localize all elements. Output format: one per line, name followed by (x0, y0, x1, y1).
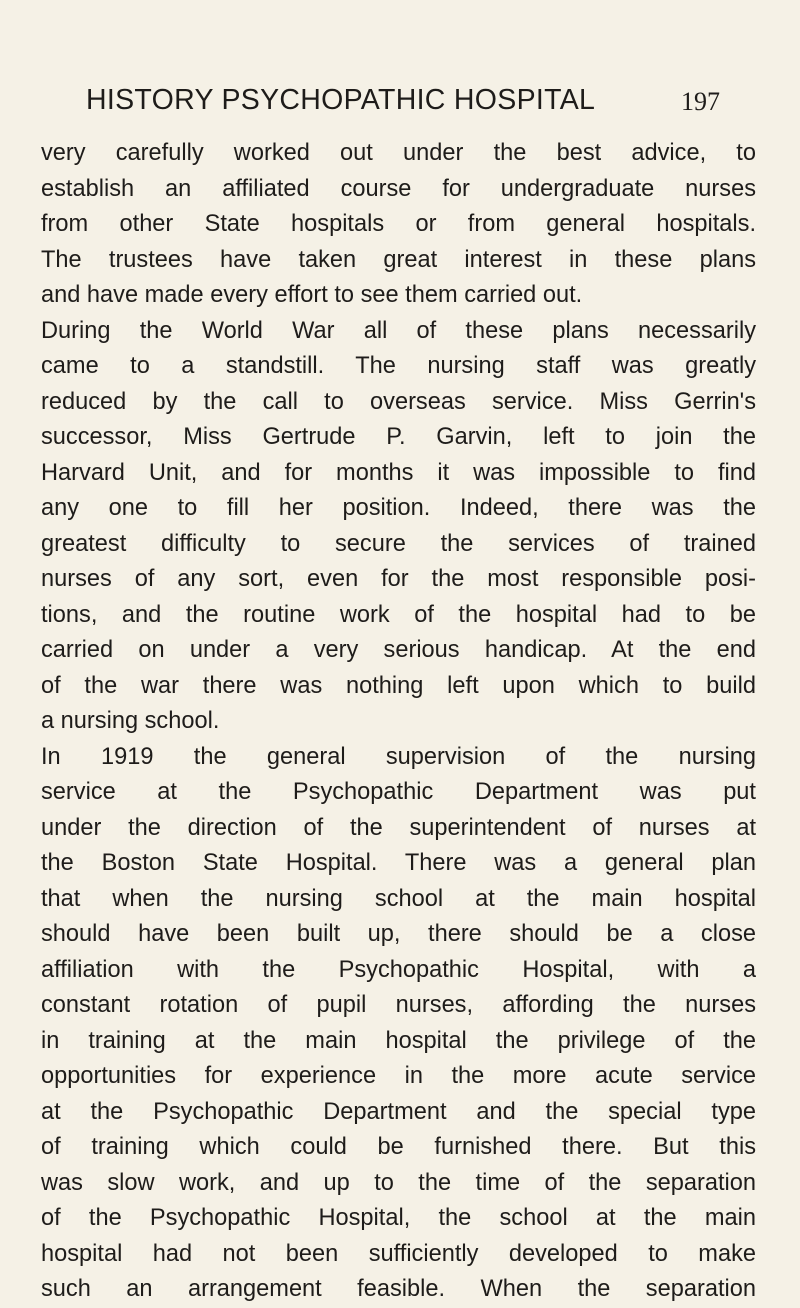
page-number: 197 (681, 87, 720, 116)
text-line: under the direction of the superintendent of nurses at (41, 814, 756, 841)
text-line: service at the Psychopathic Department was put (41, 779, 756, 805)
text-line: greatest difficulty to secure the services of trained (41, 530, 756, 557)
text-line: any one to fill her position. Indeed, there was the (41, 495, 756, 521)
text-line: that when the nursing school at the main hospital (41, 885, 756, 912)
text-line: successor, Miss Gertrude P. Garvin, left to join the (41, 424, 756, 450)
text-line: the Boston State Hospital. There was a general plan (41, 850, 756, 876)
text-line: at the Psychopathic Department and the special type (41, 1098, 756, 1125)
text-line: carried on under a very serious handicap. At the end (41, 637, 756, 663)
running-title: HISTORY PSYCHOPATHIC HOSPITAL (86, 84, 596, 116)
running-head (86, 80, 720, 120)
text-line: of the Psychopathic Hospital, the school at the main (41, 1205, 756, 1231)
text-line: from other State hospitals or from general hospitals. (41, 211, 756, 237)
text-line: The trustees have taken great interest in these plans (41, 246, 756, 273)
text-line: constant rotation of pupil nurses, affording the nurses (41, 992, 756, 1018)
text-line: a nursing school. (41, 708, 220, 734)
text-line: of the war there was nothing left upon which to build (41, 672, 756, 699)
text-line: and have made every effort to see them carried out. (41, 282, 583, 308)
text-line: was slow work, and up to the time of the separation (41, 1169, 756, 1196)
text-line: such an arrangement feasible. When the separation (41, 1276, 756, 1302)
text-line: tions, and the routine work of the hospital had to be (41, 601, 756, 628)
text-line: opportunities for experience in the more acute service (41, 1063, 756, 1089)
text-line: should have been built up, there should be a close (41, 921, 756, 947)
text-line: hospital had not been sufficiently developed to make (41, 1240, 756, 1267)
text-line: reduced by the call to overseas service. Miss Gerrin's (41, 388, 756, 415)
text-line: In 1919 the general supervision of the nursing (41, 743, 756, 770)
text-line: in training at the main hospital the privilege of the (41, 1027, 756, 1054)
text-line: came to a standstill. The nursing staff was greatly (41, 353, 756, 379)
text-line: establish an affiliated course for undergraduate nurses (41, 175, 756, 202)
text-line: nurses of any sort, even for the most responsible posi- (41, 566, 756, 592)
text-line: Harvard Unit, and for months it was impossible to find (41, 459, 756, 486)
body-text (41, 136, 756, 1308)
text-line: During the World War all of these plans necessarily (41, 317, 756, 344)
text-line: of training which could be furnished there. But this (41, 1134, 756, 1160)
text-line: very carefully worked out under the best advice, to (41, 140, 756, 166)
text-line: affiliation with the Psychopathic Hospital, with a (41, 956, 756, 983)
